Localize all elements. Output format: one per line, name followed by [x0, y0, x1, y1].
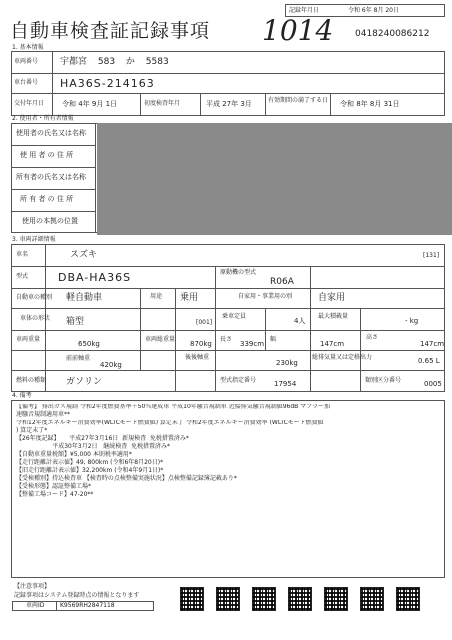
notice: 記録事項はシステム登録時点の情報となります: [14, 592, 140, 599]
use-label: 用途: [150, 293, 163, 300]
displacement: 0.65 L: [418, 357, 440, 365]
width: 147cm: [320, 340, 345, 348]
notice-label: 【注意事項】: [14, 583, 51, 590]
width-label: 幅: [270, 336, 277, 343]
category-label: 類別区分番号: [365, 377, 402, 384]
user-address-label: 使 用 者 の 住 所: [20, 151, 74, 159]
fuel-label: 燃料の種類: [16, 377, 47, 384]
category: 0005: [424, 380, 442, 388]
max-load: - kg: [405, 317, 419, 325]
qr-code-icon: [216, 587, 240, 611]
capacity: 4人: [294, 317, 306, 325]
user-section-label: 2. 使用者・所有者情報: [12, 115, 74, 122]
remarks-line: 【走行距離計表示値】49, 800km (令和6年8月20日)*: [16, 459, 164, 466]
remarks-line: 【自動車重量税額】¥5,000 本則税率適用*: [16, 451, 132, 458]
remarks-section-label: 4. 備考: [12, 392, 32, 399]
doc-number: 0418240086212: [355, 29, 430, 39]
first-reg: 平成 27年 3月: [206, 100, 252, 108]
model-label: 型式: [16, 273, 29, 280]
rear-axle-label: 後後軸重: [185, 354, 210, 361]
reg-number: 宇都宮 583 か 5583: [60, 57, 169, 67]
vehicle-section-label: 3. 車両詳細情報: [12, 236, 56, 243]
gross-weight: 870kg: [190, 340, 212, 348]
vehicle-id: K9569RH2847118: [60, 602, 115, 609]
weight-label: 車両重量: [16, 336, 41, 343]
body-code: [001]: [196, 319, 213, 326]
remarks-line: 速騒音規制適用車**: [16, 411, 71, 418]
qr-code-icon: [360, 587, 384, 611]
first-reg-label: 初度検査年月: [144, 100, 181, 107]
issue-date: 令和 4年 9月 1日: [62, 100, 118, 108]
kind: 軽自動車: [66, 293, 103, 303]
handwritten-number: 1014: [262, 14, 334, 47]
issue-date-label: 交付年月日: [14, 100, 45, 107]
displacement-label: 総排気量又は定格出力: [312, 354, 373, 361]
maker-label: 車名: [16, 251, 29, 258]
qr-code-icon: [288, 587, 312, 611]
maker: スズキ: [70, 250, 98, 260]
output-date: 令和 6年 8月 20日: [348, 7, 399, 14]
body-label: 車体の形状: [20, 315, 51, 322]
remarks-line: 令和12年度エネルギー消費効率(WLTCモード燃費値) 算定未了 令和2年度エネルギー消費効率 (WLTCモード燃費値: [16, 420, 324, 426]
remarks-line: 【受検形態】認証整備工場*: [16, 483, 92, 490]
owner-name-label: 所有者の氏名又は名称: [16, 173, 86, 181]
model: DBA-HA36S: [58, 271, 132, 284]
chassis-number: HA36S-214163: [60, 77, 155, 90]
qr-code-icon: [324, 587, 348, 611]
maker-code: [131]: [423, 252, 440, 259]
qr-code-icon: [396, 587, 420, 611]
expiry-date: 令和 8年 8月 31日: [340, 100, 400, 108]
vehicle-id-label: 車両ID: [26, 602, 45, 609]
capacity-label: 乗車定員: [222, 313, 247, 320]
chassis-label: 車台番号: [14, 79, 39, 86]
rear-axle: 230kg: [276, 359, 298, 367]
document-title: 自動車検査証記録事項: [10, 20, 211, 42]
remarks-line: 【受検種別】持込検査車 【検査時の点検整備実施状況】点検整備記録簿記載あり*: [16, 475, 237, 482]
engine: R06A: [270, 277, 294, 287]
basic-section-label: 1. 基本情報: [12, 44, 44, 51]
remarks-line: 【旧走行距離計表示値】32,200km (令和4年9月1日)*: [16, 467, 164, 474]
remarks-line: 平成30年3月2日 継続検査 免税措置済み*: [16, 443, 171, 450]
remarks-text: [16, 404, 442, 500]
remarks-line: 【整備工場コード】47-20**: [16, 491, 94, 498]
remarks-line: 【備考】 排出ガス規制 令和2年度燃費基準＋50％達成車 平成10年騒音規制車 近接排気騒音規制値96dB マフラー加: [16, 404, 331, 410]
expiry-label: 有効期間の満了する日: [268, 97, 329, 104]
remarks-line: 【26年度記録】 平成27年3月16日 新規検査 免税措置済み*: [16, 435, 189, 442]
height: 147cm: [420, 340, 445, 348]
weight: 650kg: [78, 340, 100, 348]
business-label: 自家用・事業用の別: [238, 293, 293, 300]
business: 自家用: [318, 293, 346, 303]
length: 339cm: [240, 340, 265, 348]
fuel: ガソリン: [66, 377, 103, 387]
type-no-label: 型式指定番号: [220, 377, 257, 384]
front-axle-label: 前前軸重: [66, 355, 91, 362]
front-axle: 420kg: [100, 361, 122, 369]
qr-code-icon: [180, 587, 204, 611]
height-label: 高さ: [366, 334, 379, 341]
reg-number-label: 車両番号: [14, 58, 39, 65]
user-name-label: 使用者の氏名又は名称: [16, 129, 86, 137]
gross-weight-label: 車両総重量: [145, 336, 176, 343]
max-load-label: 最大積載量: [318, 313, 349, 320]
output-date-label: 記録年月日: [289, 7, 320, 14]
use: 乗用: [180, 293, 199, 303]
qr-code-icon: [252, 587, 276, 611]
remarks-line: ) 算定未了*: [16, 427, 48, 434]
base-location-label: 使用の本拠の位置: [22, 217, 78, 225]
body: 箱型: [66, 317, 85, 327]
engine-label: 原動機の型式: [220, 269, 257, 276]
kind-label: 自動車の種別: [16, 294, 53, 301]
owner-address-label: 所 有 者 の 住 所: [20, 195, 74, 203]
length-label: 長さ: [220, 336, 233, 343]
type-no: 17954: [274, 380, 297, 388]
redaction-block: [97, 123, 452, 235]
